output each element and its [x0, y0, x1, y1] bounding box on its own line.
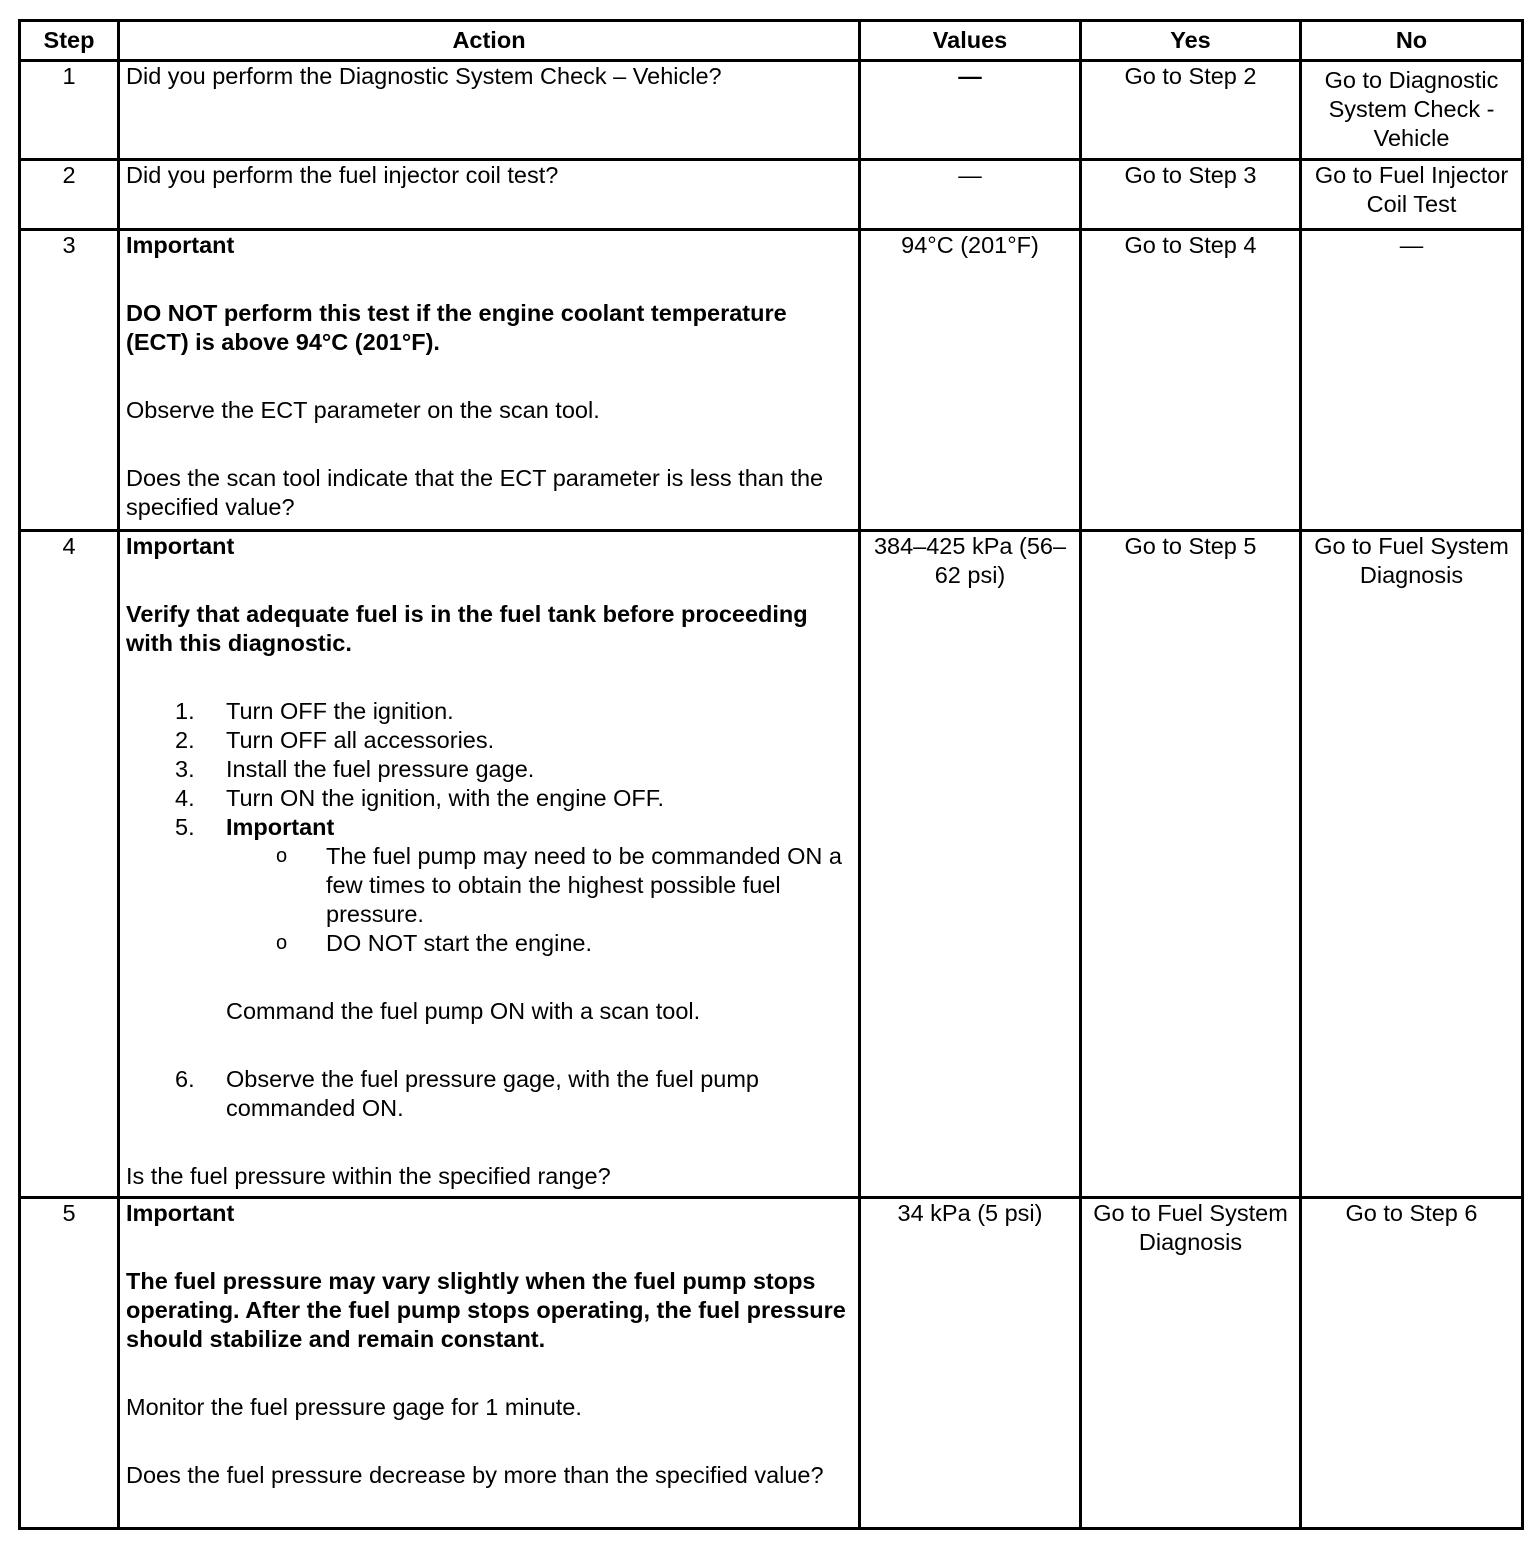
table-row-step-2: [20, 160, 1523, 230]
action-question: Is the fuel pressure within the specified range?: [126, 1163, 611, 1189]
step-number: 2: [20, 160, 119, 230]
substep-text: Turn ON the ignition, with the engine OFF.: [226, 785, 665, 811]
step-number: 3: [20, 230, 119, 531]
substep-number: 1.: [175, 698, 195, 724]
bullet-text: DO NOT start the engine.: [326, 930, 593, 956]
action-question: Did you perform the Diagnostic System Check – Vehicle?: [126, 63, 722, 89]
values-cell: 384–425 kPa (56–62 psi): [860, 531, 1081, 1198]
warning-text: Verify that adequate fuel is in the fuel tank before proceeding with this diagnostic.: [126, 601, 808, 656]
no-cell: Go to Diagnostic System Check - Vehicle: [1301, 61, 1523, 160]
substep-number: 6.: [175, 1066, 195, 1092]
substep-number: 5.: [175, 814, 195, 840]
substep-text: Turn OFF all accessories.: [226, 727, 495, 753]
table-row-step-5: [20, 1198, 1523, 1529]
warning-text: DO NOT perform this test if the engine coolant temperature (ECT) is above 94°C (201°F).: [126, 300, 787, 355]
bullet-list: [126, 842, 852, 958]
substep-text: Turn OFF the ignition.: [226, 698, 454, 724]
list-item: [126, 784, 852, 813]
header-yes: Yes: [1081, 21, 1301, 61]
table-row-step-3: [20, 230, 1523, 531]
list-item: [126, 697, 852, 726]
instruction-text: Observe the ECT parameter on the scan tool.: [126, 397, 600, 423]
substep-number: 2.: [175, 727, 195, 753]
substep-text: Important: [226, 814, 335, 840]
yes-cell: Go to Fuel System Diagnosis: [1081, 1198, 1301, 1529]
substep-number: 3.: [175, 756, 195, 782]
command-text: Command the fuel pump ON with a scan tool.: [226, 998, 701, 1024]
list-item: [126, 726, 852, 755]
no-cell: Go to Step 6: [1301, 1198, 1523, 1529]
yes-cell: Go to Step 5: [1081, 531, 1301, 1198]
header-action: Action: [119, 21, 860, 61]
list-item: [126, 755, 852, 784]
action-cell: [119, 160, 860, 230]
action-cell: [119, 230, 860, 531]
values-cell: 34 kPa (5 psi): [860, 1198, 1081, 1529]
no-cell: Go to Fuel Injector Coil Test: [1301, 160, 1523, 230]
action-cell: [119, 1198, 860, 1529]
values-cell: —: [860, 160, 1081, 230]
bullet-icon: o: [276, 845, 288, 867]
table-row-step-4: [20, 531, 1523, 1198]
yes-cell: Go to Step 3: [1081, 160, 1301, 230]
important-label: Important: [126, 533, 235, 559]
values-cell: 94°C (201°F): [860, 230, 1081, 531]
bullet-text: The fuel pump may need to be commanded ON a few times to obtain the highest possible fuel pressure.: [326, 843, 842, 927]
substep-number: 4.: [175, 785, 195, 811]
no-cell: —: [1301, 230, 1523, 531]
header-row: [20, 21, 1523, 61]
step-number: 4: [20, 531, 119, 1198]
substep-text: Observe the fuel pressure gage, with the fuel pump commanded ON.: [226, 1066, 759, 1121]
action-question: Does the scan tool indicate that the ECT parameter is less than the specified value?: [126, 465, 824, 520]
values-cell: —: [860, 61, 1081, 160]
instruction-text: Monitor the fuel pressure gage for 1 minute.: [126, 1394, 582, 1420]
yes-cell: Go to Step 4: [1081, 230, 1301, 531]
step-number: 5: [20, 1198, 119, 1529]
important-label: Important: [126, 1200, 235, 1226]
header-values: Values: [860, 21, 1081, 61]
action-cell: [119, 531, 860, 1198]
bullet-icon: o: [276, 932, 288, 954]
important-label: Important: [126, 232, 235, 258]
table-row-step-1: [20, 61, 1523, 160]
step-number: 1: [20, 61, 119, 160]
header-no: No: [1301, 21, 1523, 61]
action-question: Did you perform the fuel injector coil test?: [126, 162, 559, 188]
no-cell: Go to Fuel System Diagnosis: [1301, 531, 1523, 1198]
list-item: [126, 813, 852, 1065]
yes-cell: Go to Step 2: [1081, 61, 1301, 160]
warning-text: The fuel pressure may vary slightly when the fuel pump stops operating. After the fuel pump stops operating, the fuel pressure should stabilize and remain constant.: [126, 1268, 846, 1352]
list-item: [226, 929, 852, 958]
header-step: Step: [20, 21, 119, 61]
substep-text: Install the fuel pressure gage.: [226, 756, 535, 782]
substep-list: [126, 697, 852, 1123]
diagnostic-table: [18, 19, 1524, 1530]
action-question: Does the fuel pressure decrease by more than the specified value?: [126, 1462, 824, 1488]
list-item: [126, 1065, 852, 1123]
action-cell: [119, 61, 860, 160]
list-item: [226, 842, 852, 929]
